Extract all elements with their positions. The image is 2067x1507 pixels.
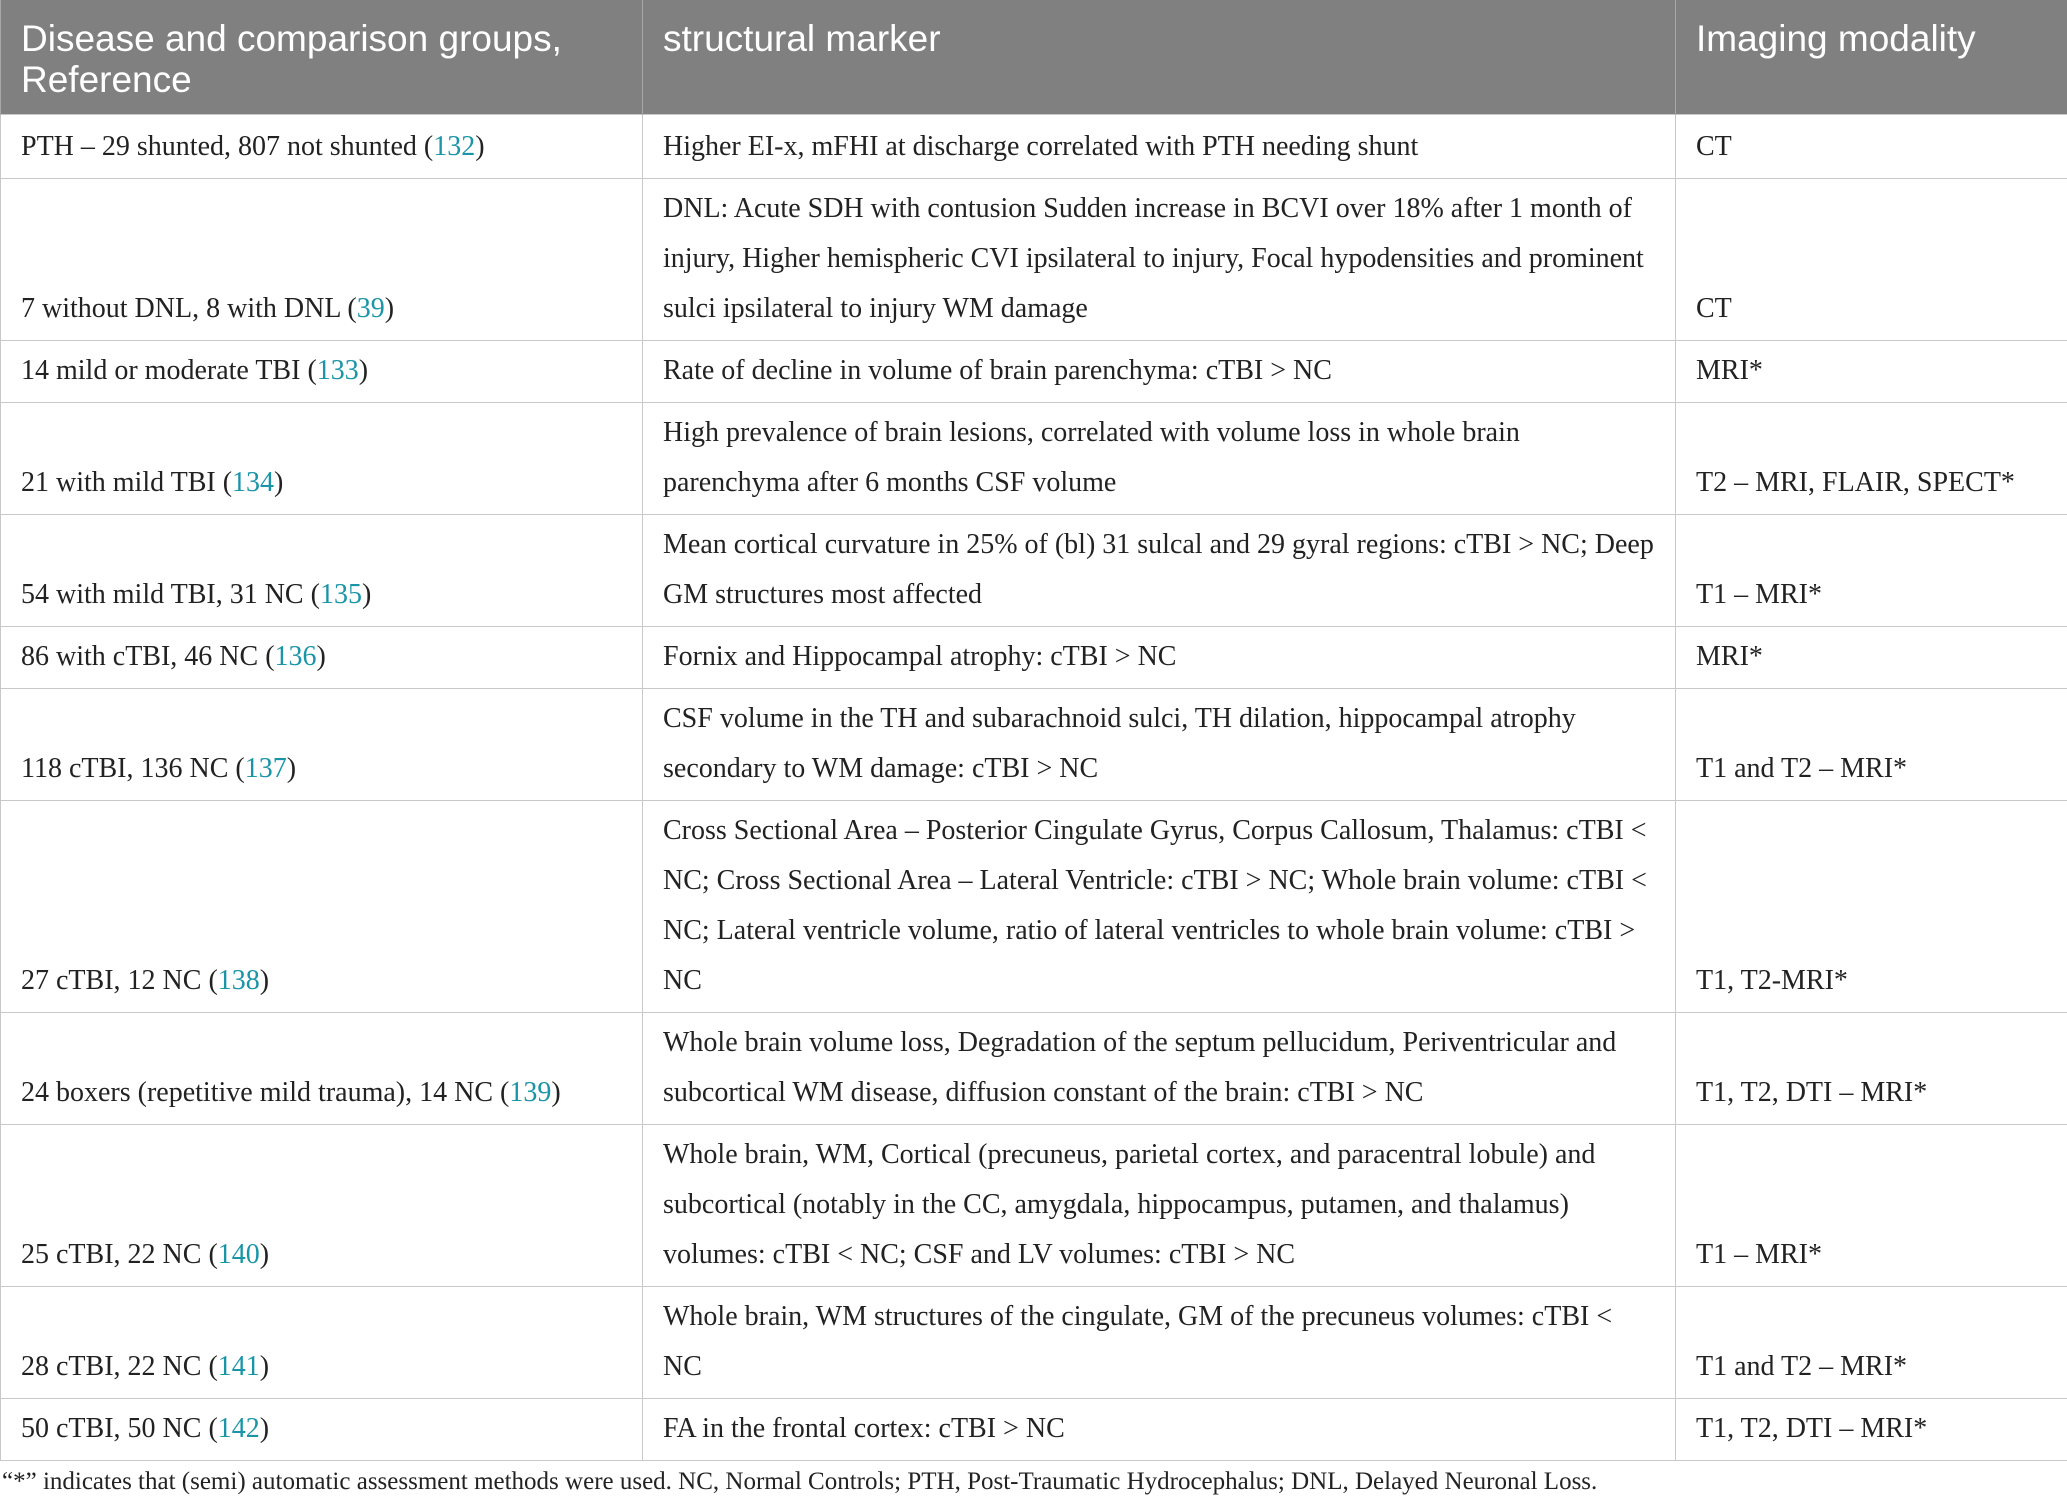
table-row bbox=[1, 626, 2067, 688]
groups-text: 27 cTBI, 12 NC bbox=[21, 964, 202, 996]
table-row bbox=[1, 688, 2067, 800]
groups-text: 21 with mild TBI bbox=[21, 466, 216, 498]
reference-link[interactable]: 140 bbox=[217, 1238, 260, 1270]
groups-cell: 21 with mild TBI (134) bbox=[1, 402, 643, 514]
groups-cell: 14 mild or moderate TBI (133) bbox=[1, 340, 643, 402]
groups-text: 50 cTBI, 50 NC bbox=[21, 1412, 202, 1444]
header-row bbox=[1, 0, 2067, 114]
groups-cell: 24 boxers (repetitive mild trauma), 14 NC (139) bbox=[1, 1012, 643, 1124]
reference-link[interactable]: 141 bbox=[217, 1350, 260, 1382]
table-row bbox=[1, 1398, 2067, 1460]
marker-cell: High prevalence of brain lesions, correlated with volume loss in whole brain parenchyma after 6 months CSF volume bbox=[643, 402, 1676, 514]
groups-cell: PTH – 29 shunted, 807 not shunted (132) bbox=[1, 114, 643, 178]
reference-link[interactable]: 137 bbox=[244, 752, 287, 784]
table-row bbox=[1, 1286, 2067, 1398]
reference-link[interactable]: 139 bbox=[509, 1076, 552, 1108]
modality-cell: MRI* bbox=[1676, 626, 2067, 688]
table-row bbox=[1, 402, 2067, 514]
table-body bbox=[1, 114, 2067, 1460]
modality-cell: MRI* bbox=[1676, 340, 2067, 402]
marker-cell: Rate of decline in volume of brain parenchyma: cTBI > NC bbox=[643, 340, 1676, 402]
table-row bbox=[1, 340, 2067, 402]
header-marker: structural marker bbox=[643, 0, 1676, 114]
groups-cell: 118 cTBI, 136 NC (137) bbox=[1, 688, 643, 800]
reference-link[interactable]: 134 bbox=[232, 466, 275, 498]
marker-cell: Whole brain, WM, Cortical (precuneus, parietal cortex, and paracentral lobule) and subcortical (notably in the CC, amygdala, hippocampus, putamen, and thalamus) volumes: cTBI < NC; CSF and LV volumes: cTBI > NC bbox=[643, 1124, 1676, 1286]
marker-cell: CSF volume in the TH and subarachnoid sulci, TH dilation, hippocampal atrophy secondary to WM damage: cTBI > NC bbox=[643, 688, 1676, 800]
groups-text: 25 cTBI, 22 NC bbox=[21, 1238, 202, 1270]
marker-cell: DNL: Acute SDH with contusion Sudden increase in BCVI over 18% after 1 month of injury, Higher hemispheric CVI ipsilateral to injury, Focal hypodensities and prominent sulci ipsilateral to injury WM damage bbox=[643, 178, 1676, 340]
table-footnote: “*” indicates that (semi) automatic assessment methods were used. NC, Normal Controls; PTH, Post-Traumatic Hydrocephalus; DNL, Delayed Neuronal Loss. bbox=[2, 1468, 1598, 1495]
groups-text: 28 cTBI, 22 NC bbox=[21, 1350, 202, 1382]
modality-cell: T1 and T2 – MRI* bbox=[1676, 1286, 2067, 1398]
table-row bbox=[1, 114, 2067, 178]
groups-cell: 27 cTBI, 12 NC (138) bbox=[1, 800, 643, 1012]
table-row bbox=[1, 800, 2067, 1012]
modality-cell: CT bbox=[1676, 178, 2067, 340]
groups-text: 118 cTBI, 136 NC bbox=[21, 752, 229, 784]
groups-cell: 25 cTBI, 22 NC (140) bbox=[1, 1124, 643, 1286]
modality-cell: T1, T2, DTI – MRI* bbox=[1676, 1012, 2067, 1124]
table-header bbox=[1, 0, 2067, 114]
reference-link[interactable]: 133 bbox=[316, 354, 359, 386]
modality-cell: T1, T2, DTI – MRI* bbox=[1676, 1398, 2067, 1460]
modality-cell: CT bbox=[1676, 114, 2067, 178]
reference-link[interactable]: 138 bbox=[217, 964, 260, 996]
reference-link[interactable]: 136 bbox=[274, 640, 317, 672]
groups-text: 7 without DNL, 8 with DNL bbox=[21, 292, 341, 324]
table-row bbox=[1, 514, 2067, 626]
modality-cell: T2 – MRI, FLAIR, SPECT* bbox=[1676, 402, 2067, 514]
modality-cell: T1 – MRI* bbox=[1676, 1124, 2067, 1286]
reference-link[interactable]: 132 bbox=[433, 130, 476, 162]
marker-cell: Higher EI-x, mFHI at discharge correlated with PTH needing shunt bbox=[643, 114, 1676, 178]
reference-link[interactable]: 142 bbox=[217, 1412, 260, 1444]
header-groups: Disease and comparison groups, Reference bbox=[1, 0, 643, 114]
groups-text: 86 with cTBI, 46 NC bbox=[21, 640, 259, 672]
groups-text: PTH – 29 shunted, 807 not shunted bbox=[21, 130, 417, 162]
header-modality: Imaging modality bbox=[1676, 0, 2067, 114]
groups-cell: 86 with cTBI, 46 NC (136) bbox=[1, 626, 643, 688]
modality-cell: T1 and T2 – MRI* bbox=[1676, 688, 2067, 800]
marker-cell: Whole brain, WM structures of the cingulate, GM of the precuneus volumes: cTBI < NC bbox=[643, 1286, 1676, 1398]
reference-link[interactable]: 39 bbox=[356, 292, 385, 324]
groups-text: 54 with mild TBI, 31 NC bbox=[21, 578, 304, 610]
groups-text: 14 mild or moderate TBI bbox=[21, 354, 301, 386]
marker-cell: Cross Sectional Area – Posterior Cingulate Gyrus, Corpus Callosum, Thalamus: cTBI < NC; Cross Sectional Area – Lateral Ventricle: cTBI > NC; Whole brain volume: cTBI < NC; Lateral ventricle volume, ratio of lateral ventricles to whole brain volume: cTBI > NC bbox=[643, 800, 1676, 1012]
marker-cell: Fornix and Hippocampal atrophy: cTBI > NC bbox=[643, 626, 1676, 688]
groups-text: 24 boxers (repetitive mild trauma), 14 NC bbox=[21, 1076, 493, 1108]
groups-cell: 28 cTBI, 22 NC (141) bbox=[1, 1286, 643, 1398]
table-row bbox=[1, 1012, 2067, 1124]
modality-cell: T1, T2-MRI* bbox=[1676, 800, 2067, 1012]
table-row bbox=[1, 178, 2067, 340]
reference-link[interactable]: 135 bbox=[319, 578, 362, 610]
groups-cell: 54 with mild TBI, 31 NC (135) bbox=[1, 514, 643, 626]
table-row bbox=[1, 1124, 2067, 1286]
groups-cell: 7 without DNL, 8 with DNL (39) bbox=[1, 178, 643, 340]
marker-cell: Mean cortical curvature in 25% of (bl) 31 sulcal and 29 gyral regions: cTBI > NC; Deep GM structures most affected bbox=[643, 514, 1676, 626]
marker-cell: FA in the frontal cortex: cTBI > NC bbox=[643, 1398, 1676, 1460]
marker-cell: Whole brain volume loss, Degradation of the septum pellucidum, Periventricular and subcortical WM disease, diffusion constant of the brain: cTBI > NC bbox=[643, 1012, 1676, 1124]
groups-cell: 50 cTBI, 50 NC (142) bbox=[1, 1398, 643, 1460]
modality-cell: T1 – MRI* bbox=[1676, 514, 2067, 626]
